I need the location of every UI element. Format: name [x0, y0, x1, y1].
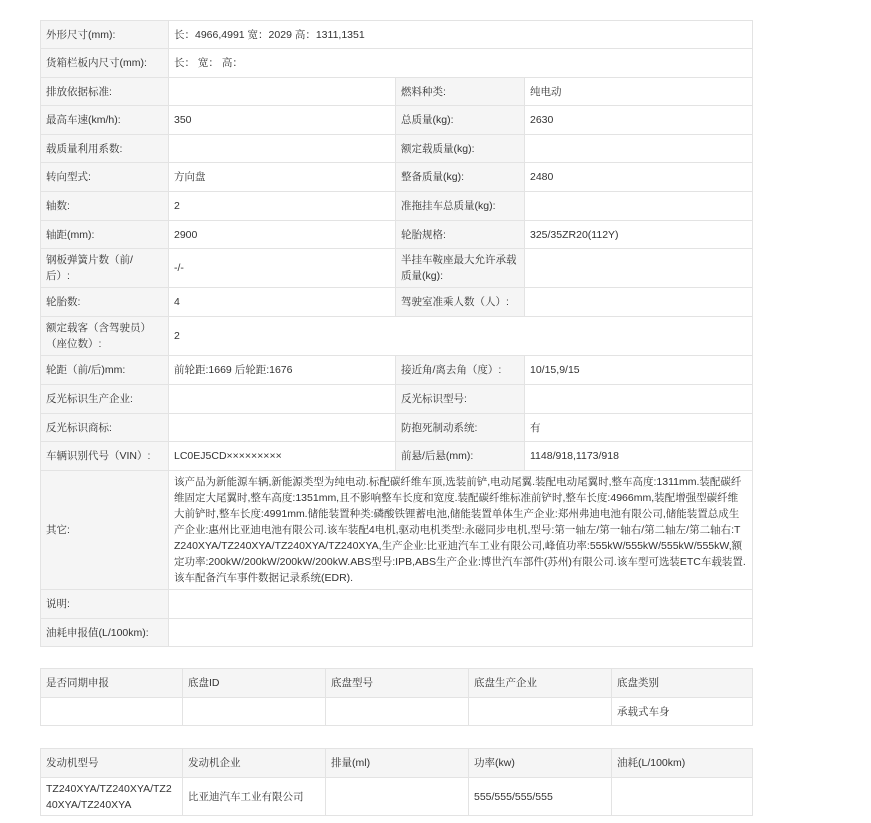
chassis-header-id: 底盘ID — [183, 669, 326, 698]
spec-row — [41, 135, 753, 163]
reflector-brand-label: 反光标识商标: — [41, 414, 169, 442]
engine-header-displacement: 排量(ml) — [326, 749, 469, 778]
chassis-header-type: 底盘类别 — [612, 669, 753, 698]
spec-row — [41, 106, 753, 135]
spec-row — [41, 78, 753, 106]
approach-departure-value: 10/15,9/15 — [525, 356, 753, 385]
engine-displacement-cell — [326, 778, 469, 816]
vin-value: LC0EJ5CD××××××××× — [169, 442, 396, 471]
spec-row — [41, 249, 753, 288]
spec-row — [41, 619, 753, 647]
other-value: 该产品为新能源车辆,新能源类型为纯电动.标配碳纤维车顶,选装前铲,电动尾翼.装配电动尾翼时,整车高度:1311mm.装配碳纤维固定大尾翼时,整车高度:1351mm,且不影响整车长度和宽度.装配碳纤维标准前铲时,整车长度:4966mm,装配增强型碳纤维大前铲时,整车长度:4991mm.储能装置种类:磷酸铁锂蓄电池,储能装置单体生产企业:郑州弗迪电池有限公司,储能装置总成生产企业:惠州比亚迪电池有限公司.该车装配4电机,驱动电机类型:永磁同步电机,型号:第一轴左/第一轴右/第二轴左/第二轴右:TZ240XYA/TZ240XYA/TZ240XYA/TZ240XYA,生产企业:比亚迪汽车工业有限公司,峰值功率:555kW/555kW/555kW/555kW,额定功率:200kW/200kW/200kW/200kW.ABS型号:IPB,ABS生产企业:博世汽车部件(苏州)有限公司.该车型可选装ETC车载装置.该车配备汽车事件数据记录系统(EDR). — [169, 471, 753, 590]
fuel-declared-label: 油耗申报值(L/100km): — [41, 619, 169, 647]
rated-load-label: 额定载质量(kg): — [396, 135, 525, 163]
steering-label: 转向型式: — [41, 163, 169, 192]
cab-occupants-label: 驾驶室准乘人数（人）: — [396, 288, 525, 317]
saddle-load-value — [525, 249, 753, 288]
reflector-brand-value — [169, 414, 396, 442]
engine-header-row — [41, 749, 753, 778]
engine-header-maker: 发动机企业 — [183, 749, 326, 778]
chassis-header-row — [41, 669, 753, 698]
reflector-maker-value — [169, 385, 396, 414]
axles-label: 轴数: — [41, 192, 169, 221]
spec-row — [41, 49, 753, 78]
overhang-value: 1148/918,1173/918 — [525, 442, 753, 471]
rated-passengers-label: 额定载客（含驾驶员）（座位数）: — [41, 317, 169, 356]
spec-row — [41, 192, 753, 221]
tire-count-value: 4 — [169, 288, 396, 317]
engine-data-row — [41, 778, 753, 816]
vehicle-spec-table — [40, 20, 753, 647]
reflector-model-label: 反光标识型号: — [396, 385, 525, 414]
notes-value — [169, 590, 753, 619]
engine-header-fuel: 油耗(L/100km) — [612, 749, 753, 778]
spec-row — [41, 414, 753, 442]
emission-standard-value — [169, 78, 396, 106]
engine-table — [40, 748, 753, 816]
chassis-maker-cell — [469, 698, 612, 726]
fuel-type-value: 纯电动 — [525, 78, 753, 106]
spec-row — [41, 385, 753, 414]
chassis-data-row — [41, 698, 753, 726]
load-utilization-value — [169, 135, 396, 163]
tire-spec-label: 轮胎规格: — [396, 221, 525, 249]
dimensions-value: 长：4966,4991 宽：2029 高：1311,1351 — [169, 21, 753, 49]
spec-row — [41, 356, 753, 385]
approach-departure-label: 接近角/离去角（度）: — [396, 356, 525, 385]
max-speed-value: 350 — [169, 106, 396, 135]
chassis-header-maker: 底盘生产企业 — [469, 669, 612, 698]
curb-mass-label: 整备质量(kg): — [396, 163, 525, 192]
track-value: 前轮距:1669 后轮距:1676 — [169, 356, 396, 385]
chassis-header-concurrent: 是否同期申报 — [41, 669, 183, 698]
chassis-table — [40, 668, 753, 726]
trailer-mass-value — [525, 192, 753, 221]
fuel-type-label: 燃料种类: — [396, 78, 525, 106]
abs-value: 有 — [525, 414, 753, 442]
spec-row — [41, 442, 753, 471]
chassis-concurrent-cell — [41, 698, 183, 726]
dimensions-label: 外形尺寸(mm): — [41, 21, 169, 49]
leaf-springs-label: 钢板弹簧片数（前/后）: — [41, 249, 169, 288]
notes-label: 说明: — [41, 590, 169, 619]
engine-model-cell: TZ240XYA/TZ240XYA/TZ240XYA/TZ240XYA — [41, 778, 183, 816]
spec-row — [41, 590, 753, 619]
tire-count-label: 轮胎数: — [41, 288, 169, 317]
steering-value: 方向盘 — [169, 163, 396, 192]
emission-standard-label: 排放依据标准: — [41, 78, 169, 106]
cab-occupants-value — [525, 288, 753, 317]
wheelbase-value: 2900 — [169, 221, 396, 249]
trailer-mass-label: 准拖挂车总质量(kg): — [396, 192, 525, 221]
engine-maker-cell: 比亚迪汽车工业有限公司 — [183, 778, 326, 816]
fuel-declared-value — [169, 619, 753, 647]
rated-passengers-value: 2 — [169, 317, 753, 356]
chassis-id-cell — [183, 698, 326, 726]
gross-mass-label: 总质量(kg): — [396, 106, 525, 135]
spec-row — [41, 221, 753, 249]
rated-load-value — [525, 135, 753, 163]
reflector-maker-label: 反光标识生产企业: — [41, 385, 169, 414]
axles-value: 2 — [169, 192, 396, 221]
chassis-type-cell: 承载式车身 — [612, 698, 753, 726]
abs-label: 防抱死制动系统: — [396, 414, 525, 442]
engine-fuel-cell — [612, 778, 753, 816]
vin-label: 车辆识别代号（VIN）: — [41, 442, 169, 471]
load-utilization-label: 载质量利用系数: — [41, 135, 169, 163]
curb-mass-value: 2480 — [525, 163, 753, 192]
spec-row — [41, 21, 753, 49]
max-speed-label: 最高车速(km/h): — [41, 106, 169, 135]
wheelbase-label: 轴距(mm): — [41, 221, 169, 249]
engine-header-power: 功率(kw) — [469, 749, 612, 778]
chassis-model-cell — [326, 698, 469, 726]
cargo-box-size-label: 货箱栏板内尺寸(mm): — [41, 49, 169, 78]
spec-row — [41, 317, 753, 356]
leaf-springs-value: -/- — [169, 249, 396, 288]
engine-header-model: 发动机型号 — [41, 749, 183, 778]
spec-row — [41, 288, 753, 317]
overhang-label: 前悬/后悬(mm): — [396, 442, 525, 471]
reflector-model-value — [525, 385, 753, 414]
gross-mass-value: 2630 — [525, 106, 753, 135]
saddle-load-label: 半挂车鞍座最大允许承载质量(kg): — [396, 249, 525, 288]
tire-spec-value: 325/35ZR20(112Y) — [525, 221, 753, 249]
cargo-box-size-value: 长： 宽： 高： — [169, 49, 753, 78]
other-label: 其它: — [41, 471, 169, 590]
track-label: 轮距（前/后)mm: — [41, 356, 169, 385]
spec-row — [41, 163, 753, 192]
spec-row — [41, 471, 753, 590]
chassis-header-model: 底盘型号 — [326, 669, 469, 698]
engine-power-cell: 555/555/555/555 — [469, 778, 612, 816]
